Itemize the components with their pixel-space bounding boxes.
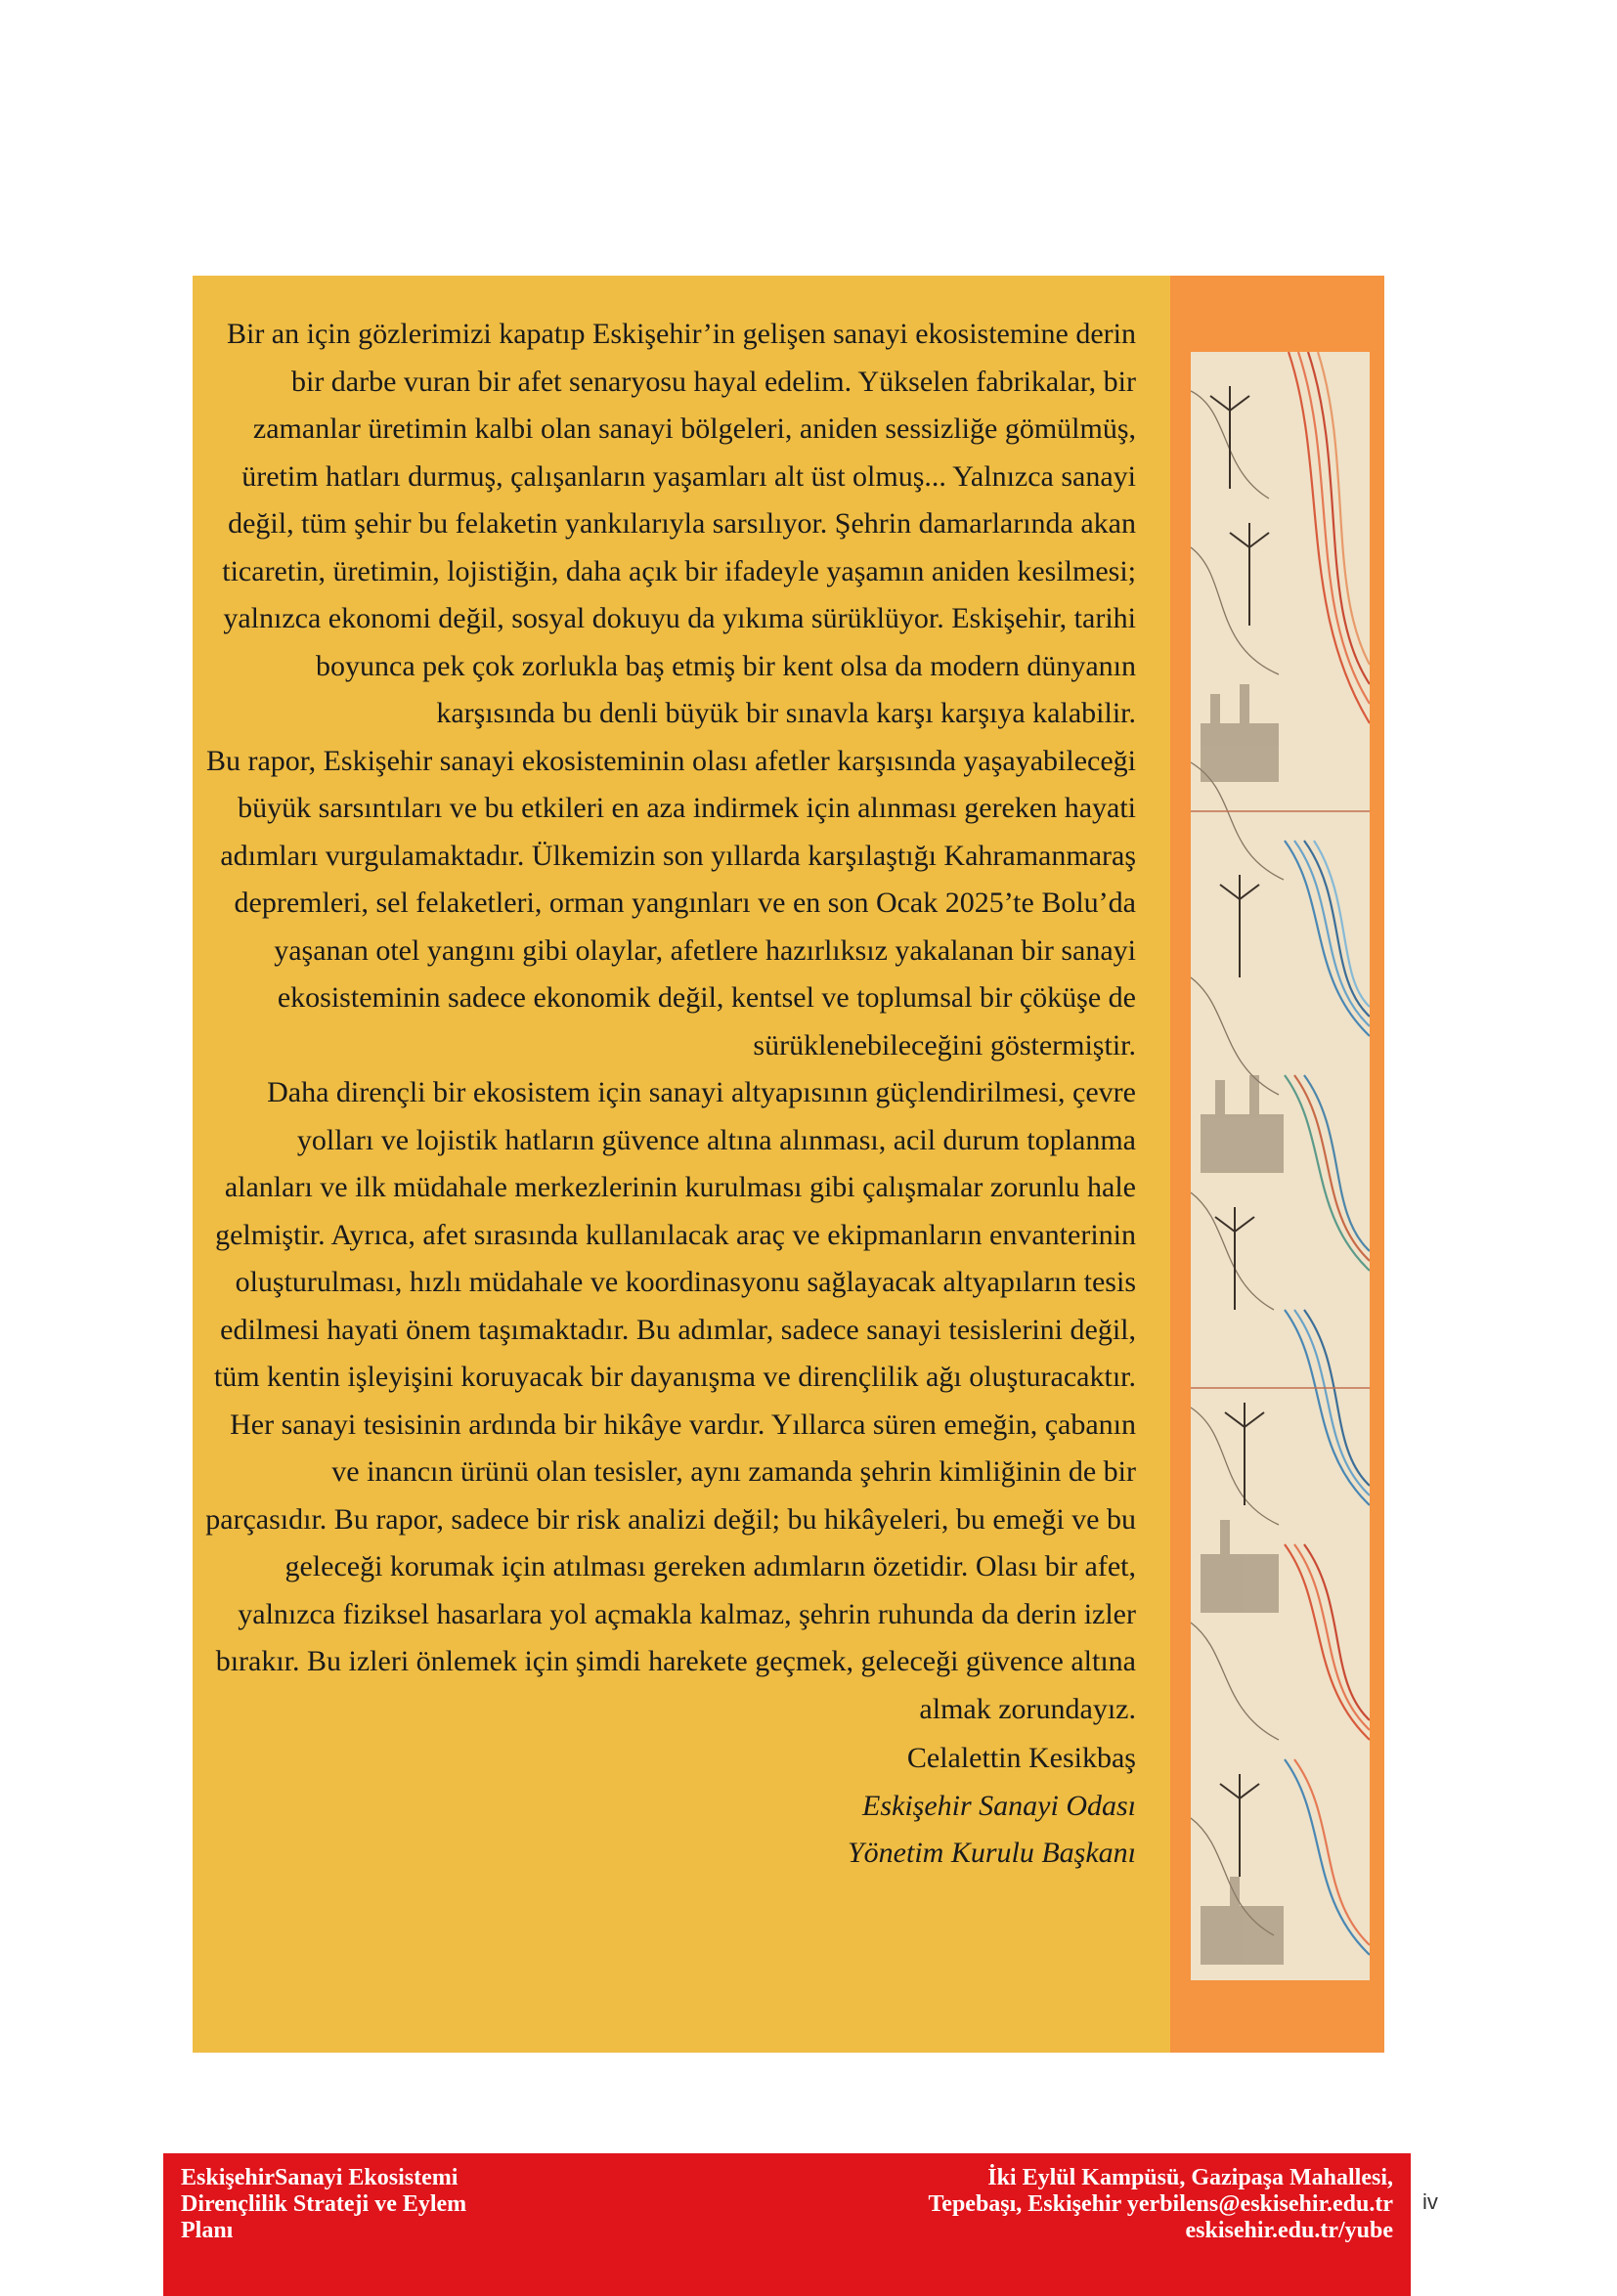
paragraph-3: Daha dirençli bir ekosistem için sanayi altyapısının güçlendirilmesi, çevre yolları ve lojistik hatların güvence altına alınması, acil durum toplanma alanları ve ilk müdahale merkezlerinin kurulması gibi çalışmalar zorunlu hale gelmiştir. Ayrıca, afet sırasında kullanılacak araç ve ekipmanların envanterinin oluşturulması, hızlı müdahale ve koordinasyonu sağlayacak altyapıların tesis edilmesi hayati önem taşımaktadır. Bu adımlar, sadece sanayi tesislerini değil, tüm kentin işleyişini koruyacak bir dayanışma ve dirençlilik ağı oluşturacaktır. [213, 1076, 1136, 1393]
footer-right-line: İki Eylül Kampüsü, Gazipaşa Mahallesi, [987, 2165, 1393, 2190]
footer-report-title [181, 2165, 611, 2244]
color-bands-1 [1285, 352, 1370, 1955]
footer-right-line: Tepebaşı, Eskişehir yerbilens@eskisehir.edu.tr [928, 2191, 1393, 2217]
footer-left-line: Planı [181, 2218, 234, 2243]
paragraph-1: Bir an için gözlerimizi kapatıp Eskişehir’in gelişen sanayi ekosistemine derin bir darbe vuran bir afet senaryosu hayal edelim. Yükselen fabrikalar, bir zamanlar üretimin kalbi olan sanayi bölgeleri, aniden sessizliğe gömülmüş, üretim hatları durmuş, çalışanların yaşamları alt üst olmuş... Yalnızca sanayi değil, tüm şehir bu felaketin yankılarıyla sarsılıyor. Şehrin damarlarında akan ticaretin, üretimin, lojistiğin, daha açık bir ifadeyle yaşamın aniden kesilmesi; yalnızca ekonomi değil, sosyal dokuyu da yıkıma sürüklüyor. Eskişehir, tarihi boyunca pek çok zorlukla baş etmiş bir kent olsa da modern dünyanın karşısında bu denli büyük bir sınavla karşı karşıya kalabilir. [222, 318, 1136, 729]
footer-contact [709, 2165, 1393, 2244]
signature-role: Yönetim Kurulu Başkanı [847, 1837, 1136, 1869]
factory-silhouettes [1201, 684, 1284, 1965]
paragraph-4: Her sanayi tesisinin ardında bir hikâye vardır. Yıllarca süren emeğin, çabanın ve inancın ürünü olan tesisler, aynı zamanda şehrin kimliğinin de bir parçasıdır. Bu rapor, sadece bir risk analizi değil; bu hikâyeleri, bu emeği ve bu geleceği korumak için atılması gereken adımların özetidir. Olası bir afet, yalnızca fiziksel hasarlara yol açmakla kalmaz, şehrin ruhunda da derin izler bırakır. Bu izleri önlemek için şimdi harekete geçmek, geleceği güvence altına almak zorundayız. [205, 1408, 1136, 1725]
illustration-svg [1191, 352, 1370, 1980]
footer-right-line: eskisehir.edu.tr/yube [1185, 2218, 1393, 2243]
signature-name: Celalettin Kesikbaş [906, 1742, 1136, 1774]
industrial-illustration [1191, 352, 1370, 1980]
page-footer [163, 2153, 1411, 2296]
signature-organization: Eskişehir Sanayi Odası [862, 1789, 1136, 1822]
page-number: iv [1422, 2189, 1438, 2214]
paragraph-2: Bu rapor, Eskişehir sanayi ekosisteminin olası afetler karşısında yaşayabileceği büyük sarsıntıları ve bu etkileri en aza indirmek için alınması gereken hayati adımları vurgulamaktadır. Ülkemizin son yıllarda karşılaştığı Kahramanmaraş depremleri, sel felaketleri, orman yangınları ve en son Ocak 2025’te Bolu’da yaşanan otel yangını gibi olaylar, afetlere hazırlıksız yakalanan bir sanayi ekosisteminin sadece ekonomik değil, kentsel ve toplumsal bir çöküşe de sürüklenebileceğini göstermiştir. [205, 744, 1136, 1061]
footer-left-line: EskişehirSanayi Ekosistemi [181, 2165, 459, 2190]
signature-block [205, 1735, 1136, 1878]
foreword-text [205, 311, 1136, 1878]
footer-left-line: Dirençlilik Strateji ve Eylem [181, 2191, 467, 2217]
